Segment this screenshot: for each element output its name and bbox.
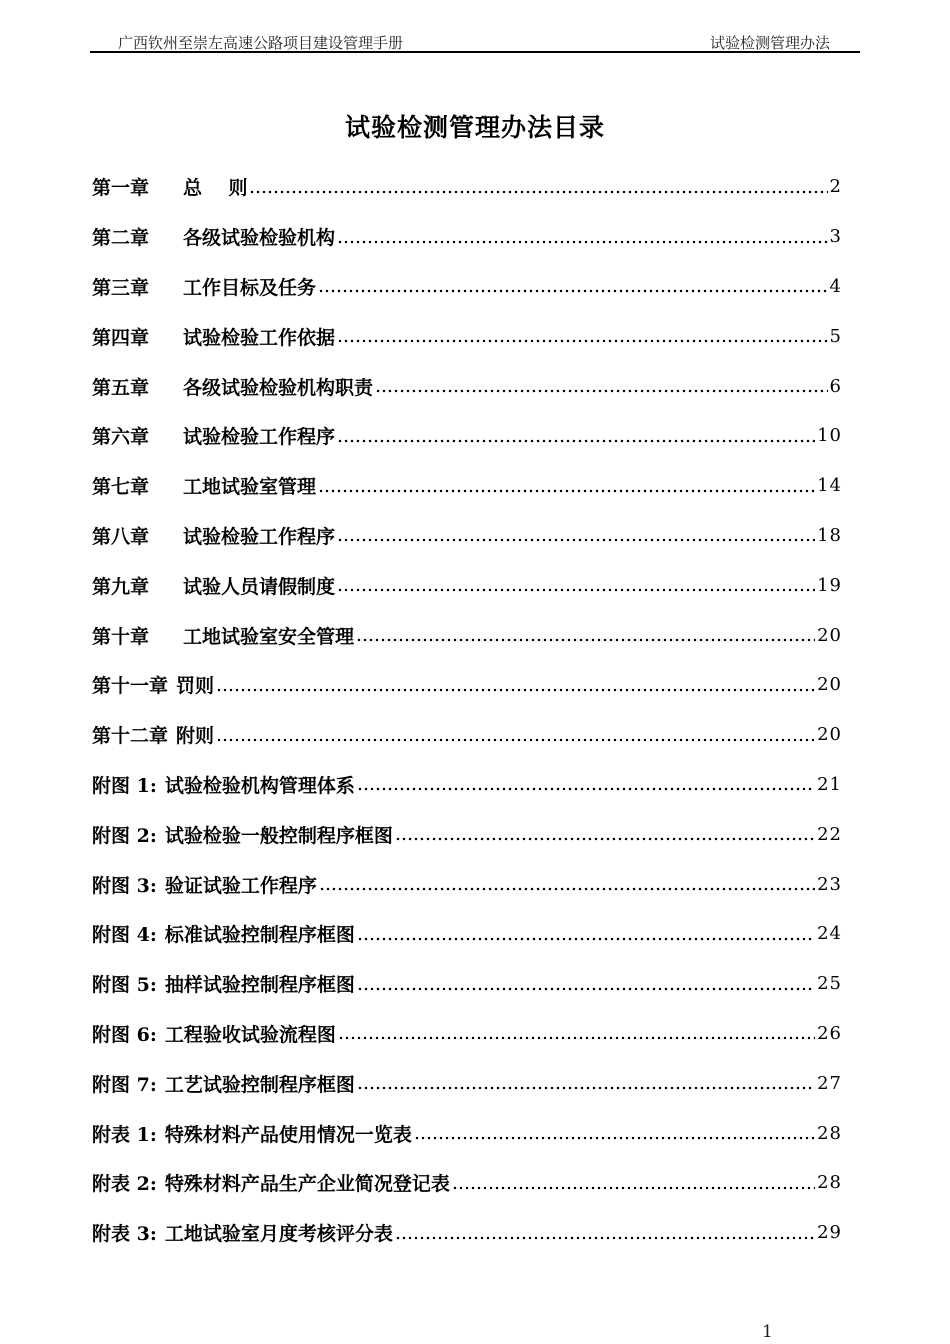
toc-dot-leader <box>338 1034 815 1042</box>
toc-heading: 试验检验一般控制程序框图 <box>164 824 393 847</box>
toc-entry-label <box>92 472 316 499</box>
toc-page-number: 29 <box>817 1222 842 1244</box>
toc-dot-leader <box>337 586 815 594</box>
toc-heading: 工地试验室管理 <box>183 476 317 499</box>
toc-chapter: 附表 2: <box>92 1173 157 1196</box>
toc-entry <box>92 212 842 262</box>
toc-entry <box>92 411 842 461</box>
toc-heading: 工程验收试验流程图 <box>164 1023 336 1046</box>
toc-dot-leader <box>319 885 815 893</box>
toc-dot-leader <box>395 835 815 843</box>
toc-entry <box>92 511 842 561</box>
toc-dot-leader <box>356 636 815 644</box>
toc-heading: 试验人员请假制度 <box>183 575 336 598</box>
toc-entry <box>92 311 842 361</box>
toc-entry-label <box>92 821 393 848</box>
toc-dot-leader <box>337 337 828 345</box>
toc-page-number: 20 <box>817 674 842 696</box>
toc-page-number: 6 <box>829 375 842 397</box>
toc-entry-label <box>92 871 317 898</box>
toc-page-number: 21 <box>817 773 842 795</box>
toc-dot-leader <box>249 188 827 196</box>
toc-chapter: 第三章 <box>92 276 150 299</box>
toc-entry <box>92 262 842 312</box>
toc-dot-leader <box>357 785 815 793</box>
toc-chapter: 第四章 <box>92 326 150 349</box>
toc-heading: 工地试验室安全管理 <box>183 625 355 648</box>
toc-page-number: 23 <box>817 873 842 895</box>
toc-chapter: 附表 3: <box>92 1223 157 1246</box>
toc-entry <box>92 959 842 1009</box>
toc-entry-label <box>92 173 247 200</box>
toc-page-number: 22 <box>817 823 842 845</box>
toc-entry-label <box>92 1120 412 1147</box>
toc-heading: 各级试验检验机构职责 <box>183 376 374 399</box>
toc-entry-label <box>92 273 316 300</box>
toc-chapter: 附图 1: <box>92 774 157 797</box>
toc-dot-leader <box>318 287 828 295</box>
toc-heading: 附则 <box>176 725 215 748</box>
toc-entry-label <box>92 920 355 947</box>
toc-entry-label <box>92 671 214 698</box>
toc-page-number: 14 <box>817 475 842 497</box>
toc-entry <box>92 1058 842 1108</box>
toc-chapter: 附表 1: <box>92 1123 157 1146</box>
toc-entry-label <box>92 970 355 997</box>
toc-page-number: 2 <box>829 176 842 198</box>
running-header <box>90 30 860 52</box>
toc-heading: 标准试验控制程序框图 <box>164 924 355 947</box>
toc-heading: 试验检验工作依据 <box>183 326 336 349</box>
toc-heading: 罚则 <box>176 675 215 698</box>
toc-heading: 验证试验工作程序 <box>164 874 317 897</box>
page-number: 1 <box>762 1322 773 1342</box>
toc-heading: 抽样试验控制程序框图 <box>164 974 355 997</box>
toc-dot-leader <box>395 1234 815 1242</box>
header-left-title: 广西钦州至崇左高速公路项目建设管理手册 <box>118 34 404 52</box>
toc-page-number: 25 <box>817 973 842 995</box>
toc-heading: 特殊材料产品生产企业简况登记表 <box>164 1173 450 1196</box>
toc-dot-leader <box>337 437 815 445</box>
toc-page-number: 20 <box>817 624 842 646</box>
toc-page-number: 3 <box>829 226 842 248</box>
toc-page-number: 24 <box>817 923 842 945</box>
toc-entry-label <box>92 323 335 350</box>
table-of-contents <box>92 162 842 1258</box>
toc-dot-leader <box>452 1184 815 1192</box>
header-right-title: 试验检测管理办法 <box>709 34 830 52</box>
toc-entry <box>92 1009 842 1059</box>
toc-chapter: 附图 5: <box>92 974 157 997</box>
toc-page-number: 19 <box>817 574 842 596</box>
toc-dot-leader <box>216 736 815 744</box>
toc-page-number: 5 <box>829 325 842 347</box>
toc-entry-label <box>92 1219 393 1246</box>
toc-entry-label <box>92 1020 336 1047</box>
toc-entry-label <box>92 572 335 599</box>
toc-entry <box>92 560 842 610</box>
toc-entry <box>92 162 842 212</box>
toc-entry <box>92 660 842 710</box>
toc-entry <box>92 1208 842 1258</box>
toc-page-number: 10 <box>817 425 842 447</box>
toc-heading: 工艺试验控制程序框图 <box>164 1073 355 1096</box>
toc-chapter: 第九章 <box>92 575 150 598</box>
toc-entry-label <box>92 223 335 250</box>
toc-entry <box>92 909 842 959</box>
toc-page-number: 26 <box>817 1022 842 1044</box>
toc-entry-label <box>92 373 373 400</box>
toc-chapter: 附图 6: <box>92 1023 157 1046</box>
toc-entry-label <box>92 771 355 798</box>
toc-entry <box>92 809 842 859</box>
toc-chapter: 第一章 <box>92 177 150 200</box>
toc-chapter: 第十章 <box>92 625 150 648</box>
toc-page-number: 28 <box>817 1172 842 1194</box>
toc-entry-label <box>92 1070 355 1097</box>
toc-heading: 工地试验室月度考核评分表 <box>164 1223 393 1246</box>
toc-dot-leader <box>318 487 815 495</box>
toc-dot-leader <box>216 686 815 694</box>
toc-entry-label <box>92 522 335 549</box>
toc-entry-label <box>92 1169 450 1196</box>
toc-heading: 特殊材料产品使用情况一览表 <box>164 1123 412 1146</box>
toc-entry <box>92 461 842 511</box>
toc-dot-leader <box>357 1084 815 1092</box>
toc-entry <box>92 710 842 760</box>
toc-page-number: 28 <box>817 1122 842 1144</box>
toc-heading: 总 则 <box>183 177 248 200</box>
toc-chapter: 第八章 <box>92 525 150 548</box>
toc-chapter: 附图 7: <box>92 1073 157 1096</box>
toc-page-number: 20 <box>817 724 842 746</box>
toc-heading: 工作目标及任务 <box>183 276 317 299</box>
toc-dot-leader <box>375 387 828 395</box>
page-title: 试验检测管理办法目录 <box>344 113 605 142</box>
toc-entry <box>92 760 842 810</box>
toc-chapter: 第六章 <box>92 426 150 449</box>
toc-entry <box>92 859 842 909</box>
toc-heading: 各级试验检验机构 <box>183 227 336 250</box>
toc-chapter: 第七章 <box>92 476 150 499</box>
toc-page-number: 4 <box>829 275 842 297</box>
toc-dot-leader <box>414 1134 815 1142</box>
toc-entry <box>92 1108 842 1158</box>
toc-chapter: 附图 4: <box>92 924 157 947</box>
toc-page-number: 27 <box>817 1072 842 1094</box>
toc-entry <box>92 361 842 411</box>
toc-entry-label <box>92 622 354 649</box>
toc-heading: 试验检验工作程序 <box>183 525 336 548</box>
header-divider <box>90 51 860 53</box>
toc-entry <box>92 1158 842 1208</box>
toc-chapter: 第十二章 <box>92 725 169 748</box>
toc-dot-leader <box>357 985 815 993</box>
toc-heading: 试验检验工作程序 <box>183 426 336 449</box>
toc-chapter: 附图 2: <box>92 824 157 847</box>
toc-chapter: 第十一章 <box>92 675 169 698</box>
toc-heading: 试验检验机构管理体系 <box>164 774 355 797</box>
toc-chapter: 附图 3: <box>92 874 157 897</box>
toc-entry <box>92 610 842 660</box>
toc-dot-leader <box>337 238 828 246</box>
toc-dot-leader <box>337 536 815 544</box>
toc-dot-leader <box>357 935 815 943</box>
toc-entry-label <box>92 721 214 748</box>
toc-entry-label <box>92 422 335 449</box>
toc-chapter: 第二章 <box>92 227 150 250</box>
toc-chapter: 第五章 <box>92 376 150 399</box>
toc-page-number: 18 <box>817 524 842 546</box>
